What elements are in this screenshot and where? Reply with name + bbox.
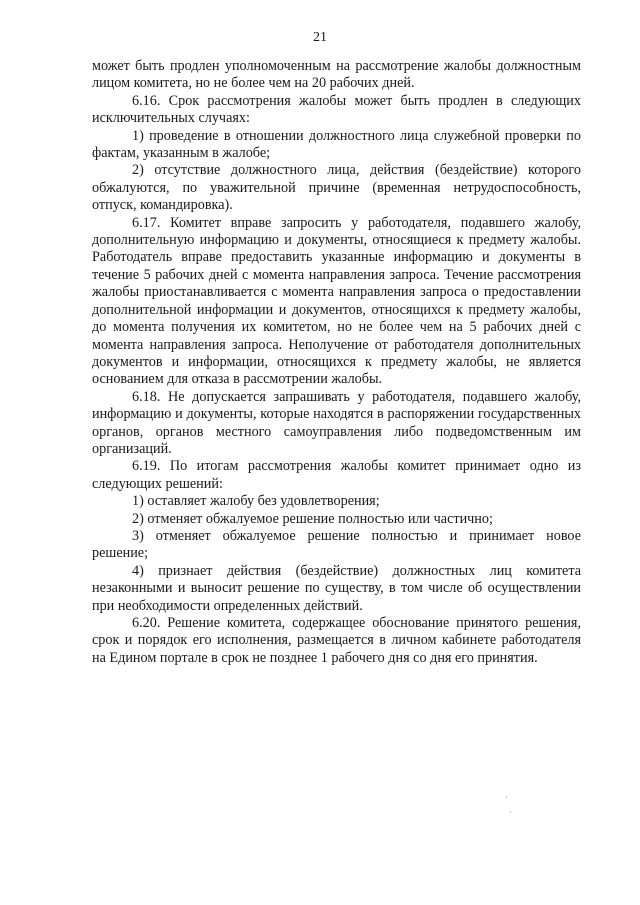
list-item-6-19-3: 3) отменяет обжалуемое решение полностью и принимает новое решение;	[92, 527, 581, 562]
paragraph-6-20: 6.20. Решение комитета, содержащее обоснование принятого решения, срок и порядок его исполнения, размещается в личном кабинете работодателя на Едином портале в срок не позднее 1 рабочего дня со дня его принятия.	[92, 615, 581, 666]
page-number: 21	[313, 30, 327, 45]
list-item-6-19-1: 1) оставляет жалобу без удовлетворения;	[132, 493, 380, 510]
list-item-6-19-2: 2) отменяет обжалуемое решение полностью или частично;	[132, 510, 493, 527]
list-item-6-16-1: 1) проведение в отношении должностного лица служебной проверки по фактам, указанным в жалобе;	[92, 127, 581, 162]
paragraph-6-17: 6.17. Комитет вправе запросить у работодателя, подавшего жалобу, дополнительную информацию и документы, относящиеся к предмету жалобы. Работодатель вправе предоставить указанные информацию и документы в течение 5 рабочих дней с момента направления запроса. Течение рассмотрения жалобы приостанавливается с момента направления запроса о предоставлении дополнительной информации и документов, относящихся к предмету жалобы, до момента получения их комитетом, но не более чем на 5 рабочих дней с момента направления запроса. Неполучение от работодателя дополнительных документов и информации, относящихся к предмету жалобы, не является основанием для отказа в рассмотрении жалобы.	[92, 214, 581, 388]
list-item-6-19-4: 4) признает действия (бездействие) должностных лиц комитета незаконными и выносит решение по существу, в том числе об осуществлении при необходимости определенных действий.	[92, 562, 581, 614]
paragraph-6-18: 6.18. Не допускается запрашивать у работодателя, подавшего жалобу, информацию и документы, которые находятся в распоряжении государственных органов, органов местного самоуправления либо подведомственным им организаций.	[92, 388, 581, 457]
paragraph-6-16: 6.16. Срок рассмотрения жалобы может быть продлен в следующих исключительных случаях:	[92, 92, 581, 127]
list-item-6-16-2: 2) отсутствие должностного лица, действия (бездействие) которого обжалуются, по уважительной причине (временная нетрудоспособность, отпуск, командировка).	[92, 162, 581, 214]
paragraph-6-19: 6.19. По итогам рассмотрения жалобы комитет принимает одно из следующих решений:	[92, 458, 581, 492]
paragraph-continuation: может быть продлен уполномоченным на рассмотрение жалобы должностным лицом комитета, но не более чем на 20 рабочих дней.	[92, 58, 581, 92]
document-body	[92, 58, 581, 667]
scan-speck: ·	[505, 793, 508, 802]
scan-speck: ·	[509, 808, 512, 817]
